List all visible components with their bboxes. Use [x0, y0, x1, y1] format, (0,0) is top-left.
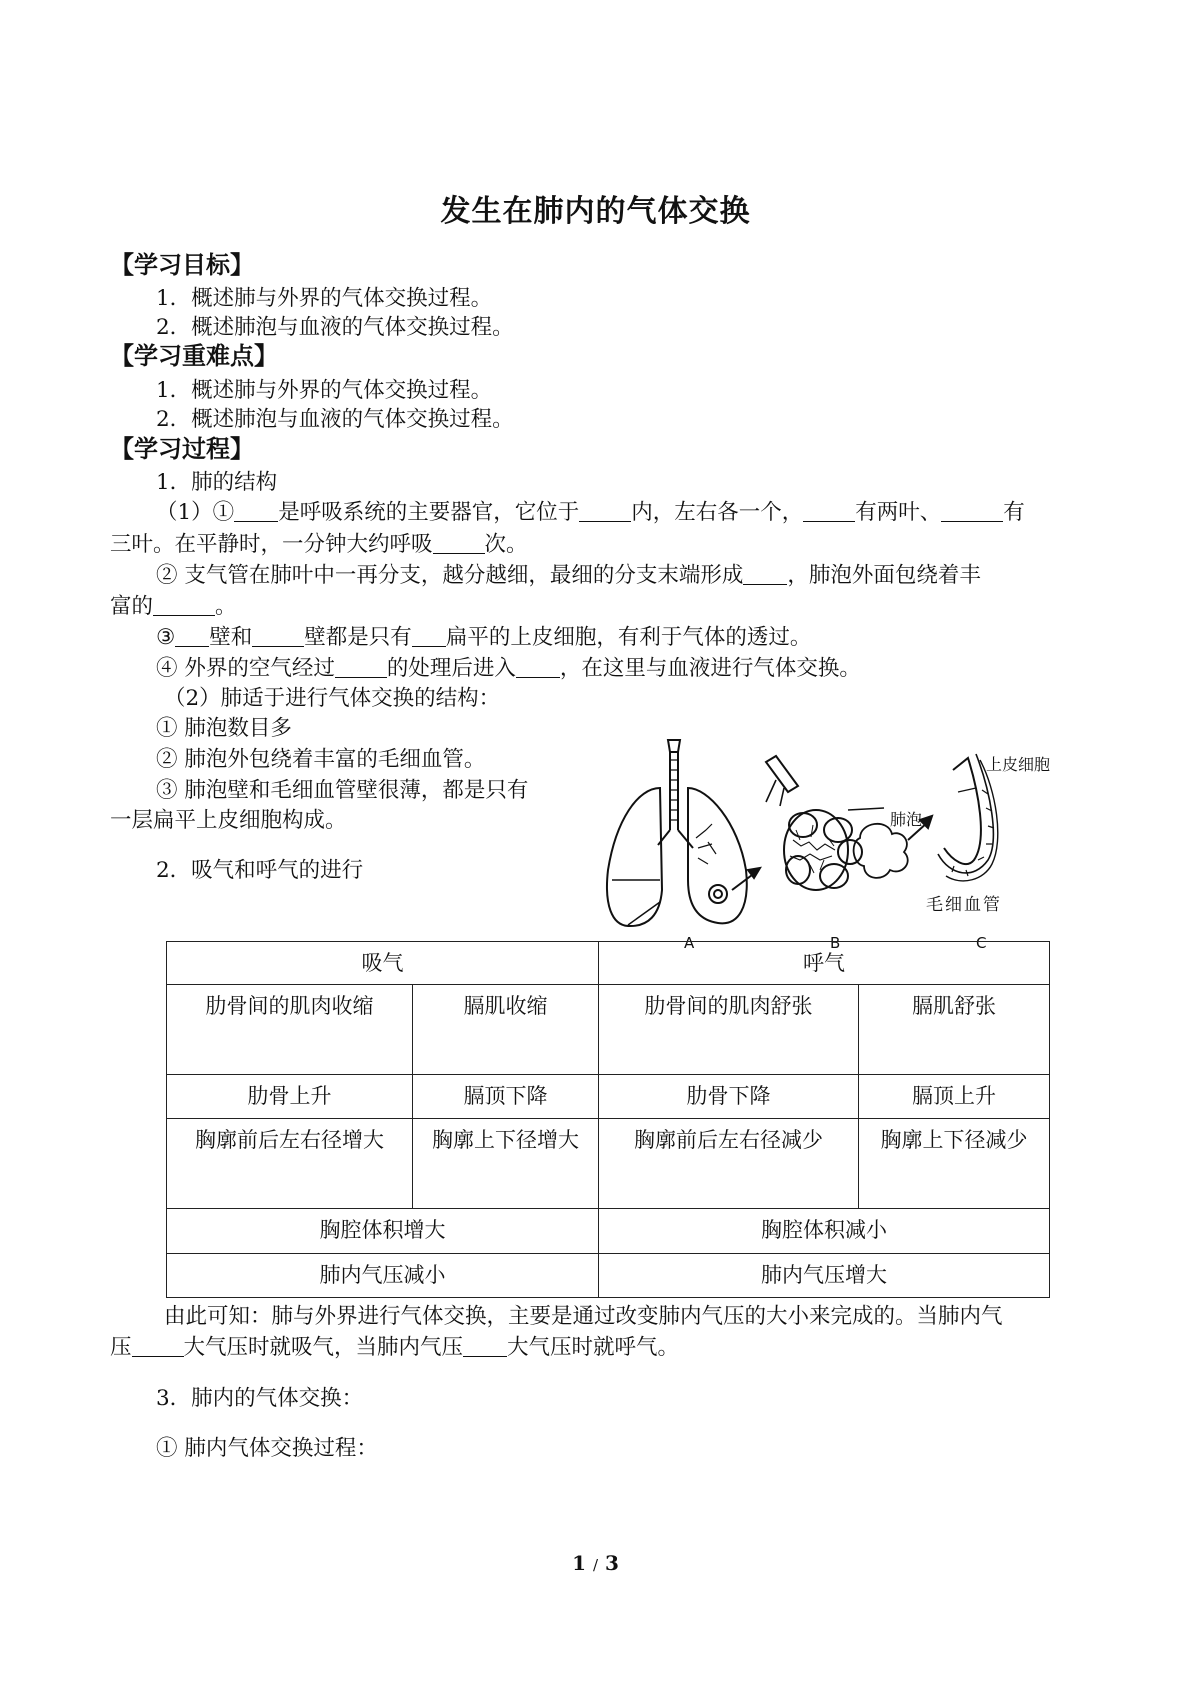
paragraph-2-line-2: [110, 592, 1090, 622]
text: 壁和: [209, 625, 253, 650]
blank[interactable]: [252, 624, 304, 647]
blank[interactable]: [153, 593, 215, 616]
text: 的处理后进入: [386, 656, 516, 681]
process-heading: 【学习过程】: [110, 434, 254, 463]
text: 大气压时就呼气。: [507, 1335, 680, 1360]
text: 大气压时就吸气，当肺内气压: [183, 1335, 464, 1360]
text: ② 支气管在肺叶中一再分支，越分越细，最细的分支末端形成: [156, 563, 744, 588]
section-3-title: 3．肺内的气体交换：: [156, 1386, 364, 1411]
table-row: [167, 1119, 1050, 1209]
blank[interactable]: [132, 1334, 184, 1357]
table-row: [167, 1209, 1050, 1254]
blank[interactable]: [433, 531, 485, 554]
blank[interactable]: [743, 562, 787, 585]
label-alveolus: 肺泡: [890, 810, 923, 829]
structure-item-3: ③ 肺泡壁和毛细血管壁很薄，都是只有: [156, 778, 529, 803]
lung-diagram-svg: [598, 730, 1088, 955]
text: ④ 外界的空气经过: [156, 656, 335, 681]
conclusion-line-1: 由此可知：肺与外界进行气体交换，主要是通过改变肺内气压的大小来完成的。当肺内气: [164, 1304, 1003, 1329]
goal-item-2: 2．概述肺泡与血液的气体交换过程。: [156, 315, 514, 340]
table-row: [167, 985, 1050, 1075]
table-cell: 胸腔体积减小: [599, 1209, 1050, 1254]
part-label-a: A: [684, 934, 695, 952]
section-2-title: 2．吸气和呼气的进行: [156, 858, 364, 883]
structure-item-2: ② 肺泡外包绕着丰富的毛细血管。: [156, 747, 486, 772]
table-cell: 膈顶下降: [413, 1075, 599, 1119]
section-3-item: ① 肺内气体交换过程：: [156, 1436, 378, 1461]
text: 压: [110, 1335, 132, 1360]
section-1b-title: （2）肺适于进行气体交换的结构：: [164, 686, 501, 711]
paragraph-1-line-2: [110, 530, 1090, 560]
page-current: 1: [572, 1551, 586, 1575]
table-cell: 膈肌收缩: [413, 985, 599, 1075]
part-label-c: C: [976, 934, 987, 952]
text: 富的: [110, 594, 154, 619]
paragraph-2-line-1: [156, 561, 1136, 591]
blank[interactable]: [941, 499, 1003, 522]
capillary-outer: [944, 758, 981, 864]
key-point-item-2: 2．概述肺泡与血液的气体交换过程。: [156, 407, 514, 432]
table-row: [167, 1254, 1050, 1298]
goals-heading: 【学习目标】: [110, 250, 254, 279]
page-separator: /: [592, 1556, 599, 1574]
blank[interactable]: [803, 499, 855, 522]
key-points-heading: 【学习重难点】: [110, 341, 278, 370]
blank[interactable]: [412, 624, 446, 647]
table-cell: 胸廓上下径增大: [413, 1119, 599, 1209]
text: ，在这里与血液进行气体交换。: [559, 656, 861, 681]
blank[interactable]: [579, 499, 631, 522]
text: 有: [1003, 500, 1025, 525]
header-exhale: 呼气: [599, 942, 1050, 985]
text: 三叶。在平静时，一分钟大约呼吸: [110, 532, 433, 557]
page-number: [0, 1551, 1191, 1575]
table-cell: 膈顶上升: [859, 1075, 1050, 1119]
text: 壁都是只有: [304, 625, 412, 650]
page-total: 3: [605, 1551, 619, 1575]
blank[interactable]: [335, 655, 387, 678]
trachea: [670, 752, 678, 830]
paragraph-4: [156, 654, 1136, 684]
text: 是呼吸系统的主要器官，它位于: [278, 500, 580, 525]
structure-item-3-cont: 一层扁平上皮细胞构成。: [110, 808, 347, 833]
key-point-item-1: 1．概述肺与外界的气体交换过程。: [156, 378, 493, 403]
larynx: [668, 740, 680, 752]
label-capillary: 毛细血管: [926, 895, 1002, 915]
table-cell: 胸廓前后左右径减少: [599, 1119, 859, 1209]
blank[interactable]: [175, 624, 209, 647]
table-cell: 膈肌舒张: [859, 985, 1050, 1075]
table-cell: 肋骨下降: [599, 1075, 859, 1119]
header-inhale: 吸气: [167, 942, 599, 985]
table-cell: 肺内气压减小: [167, 1254, 599, 1298]
page-title: 发生在肺内的气体交换: [440, 194, 751, 229]
lung-structure-diagram: [598, 730, 1088, 955]
table-cell: 肋骨上升: [167, 1075, 413, 1119]
right-lung: [607, 788, 662, 926]
table-cell: 肋骨间的肌肉舒张: [599, 985, 859, 1075]
inhale-exhale-table: [166, 941, 1050, 1298]
table-header-row: [167, 942, 1050, 985]
text: 。: [215, 594, 237, 619]
goal-item-1: 1．概述肺与外界的气体交换过程。: [156, 286, 493, 311]
text: 次。: [484, 532, 528, 557]
table-cell: 肺内气压增大: [599, 1254, 1050, 1298]
blank[interactable]: [234, 499, 278, 522]
conclusion-line-2: [110, 1333, 1090, 1363]
section-1-title: 1．肺的结构: [156, 470, 278, 495]
part-label-b: B: [830, 934, 841, 952]
paragraph-3: [156, 623, 1136, 653]
table-cell: 胸腔体积增大: [167, 1209, 599, 1254]
text: ③: [156, 625, 176, 650]
text: 扁平的上皮细胞，有利于气体的透过。: [445, 625, 812, 650]
table-cell: 胸廓上下径减少: [859, 1119, 1050, 1209]
table-cell: 肋骨间的肌肉收缩: [167, 985, 413, 1075]
text: （1）①: [156, 500, 235, 525]
structure-item-1: ① 肺泡数目多: [156, 716, 292, 741]
lungs-figure-a: [607, 740, 760, 926]
text: 内，左右各一个，: [631, 500, 804, 525]
blank[interactable]: [463, 1334, 507, 1357]
text: 有两叶、: [855, 500, 942, 525]
text: ，肺泡外面包绕着丰: [787, 563, 981, 588]
blank[interactable]: [516, 655, 560, 678]
paragraph-1-line-1: [156, 498, 1136, 528]
table-row: [167, 1075, 1050, 1119]
label-epithelium: 上皮细胞: [986, 755, 1051, 774]
bronchiole: [766, 756, 798, 792]
table-cell: 胸廓前后左右径增大: [167, 1119, 413, 1209]
